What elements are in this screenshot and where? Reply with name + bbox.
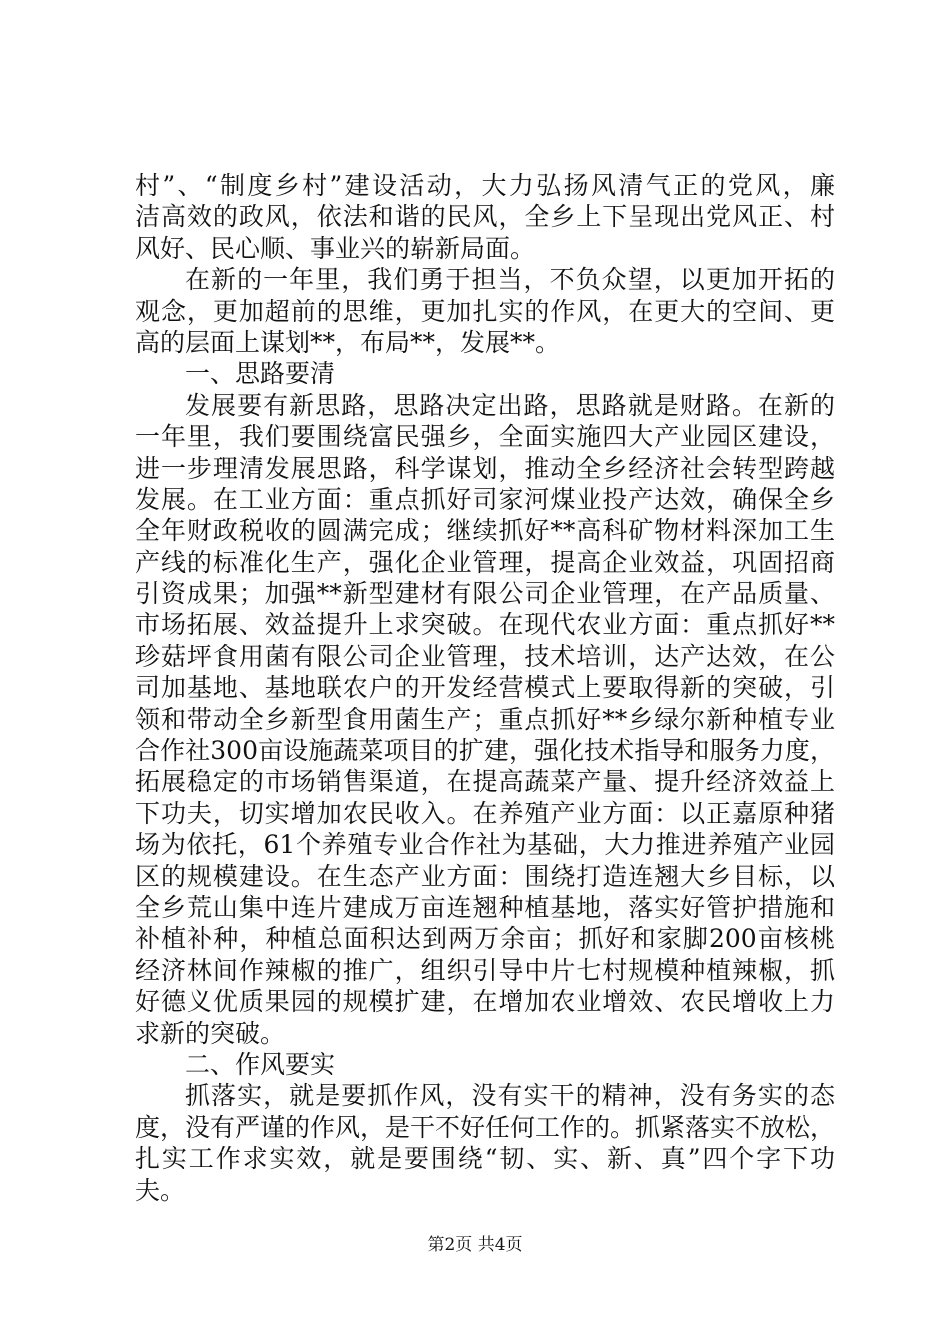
paragraph-line: 全年财政税收的圆满完成；继续抓好**高科矿物材料深加工生 (135, 516, 835, 546)
paragraph-line: 一年里，我们要围绕富民强乡，全面实施四大产业园区建设， (135, 422, 835, 452)
paragraph-line: 扎实工作求实效，就是要围绕“韧、实、新、真”四个字下功 (135, 1144, 835, 1174)
paragraph-line: 夫。 (135, 1175, 186, 1205)
paragraph-line: 场为依托，61个养殖专业合作社为基础，大力推进养殖产业园 (135, 830, 835, 860)
paragraph-line: 风好、民心顺、事业兴的崭新局面。 (135, 233, 536, 263)
paragraph-line: 经济林间作辣椒的推广，组织引导中片七村规模种植辣椒，抓 (135, 955, 835, 985)
paragraph-line: 市场拓展、效益提升上求突破。在现代农业方面：重点抓好** (135, 610, 835, 640)
paragraph-line: 高的层面上谋划**，布局**，发展**。 (135, 327, 561, 357)
page-footer: 第2页 共4页 (427, 1235, 523, 1255)
paragraph-line: 领和带动全乡新型食用菌生产；重点抓好**乡绿尔新种植专业 (135, 704, 835, 734)
paragraph-line: 拓展稳定的市场销售渠道，在提高蔬菜产量、提升经济效益上 (135, 767, 835, 797)
paragraph-line: 发展要有新思路，思路决定出路，思路就是财路。在新的 (185, 390, 835, 420)
paragraph-line: 司加基地、基地联农户的开发经营模式上要取得新的突破，引 (135, 673, 835, 703)
paragraph-line: 下功夫，切实增加农民收入。在养殖产业方面：以正嘉原种猪 (135, 798, 835, 828)
paragraph-line: 抓落实，就是要抓作风，没有实干的精神，没有务实的态 (185, 1081, 835, 1111)
paragraph-line: 进一步理清发展思路，科学谋划，推动全乡经济社会转型跨越 (135, 453, 835, 483)
paragraph-line: 区的规模建设。在生态产业方面：围绕打造连翘大乡目标，以 (135, 861, 835, 891)
paragraph-line: 珍菇坪食用菌有限公司企业管理，技术培训，达产达效，在公 (135, 641, 835, 671)
paragraph-line: 洁高效的政风，依法和谐的民风，全乡上下呈现出党风正、村 (135, 202, 835, 232)
paragraph-line: 全乡荒山集中连片建成万亩连翘种植基地，落实好管护措施和 (135, 892, 835, 922)
paragraph-line: 在新的一年里，我们勇于担当，不负众望，以更加开拓的 (185, 265, 835, 295)
paragraph-line: 引资成果；加强**新型建材有限公司企业管理，在产品质量、 (135, 579, 835, 609)
document-body (135, 170, 835, 1206)
paragraph-line: 观念，更加超前的思维，更加扎实的作风，在更大的空间、更 (135, 296, 835, 326)
section-heading: 二、作风要实 (185, 1049, 336, 1079)
paragraph-line: 度，没有严谨的作风，是干不好任何工作的。抓紧落实不放松， (135, 1112, 836, 1142)
paragraph-line: 发展。在工业方面：重点抓好司家河煤业投产达效，确保全乡 (135, 484, 835, 514)
paragraph-line: 好德义优质果园的规模扩建，在增加农业增效、农民增收上力 (135, 987, 835, 1017)
paragraph-line: 求新的突破。 (135, 1018, 286, 1048)
paragraph-line: 补植补种，种植总面积达到两万余亩；抓好和家脚200亩核桃 (135, 924, 835, 954)
paragraph-line: 产线的标准化生产，强化企业管理，提高企业效益，巩固招商 (135, 547, 835, 577)
paragraph-line: 村”、“制度乡村”建设活动，大力弘扬风清气正的党风，廉 (135, 171, 835, 200)
paragraph-line: 合作社300亩设施蔬菜项目的扩建，强化技术指导和服务力度， (135, 736, 835, 766)
section-heading: 一、思路要清 (185, 359, 336, 389)
